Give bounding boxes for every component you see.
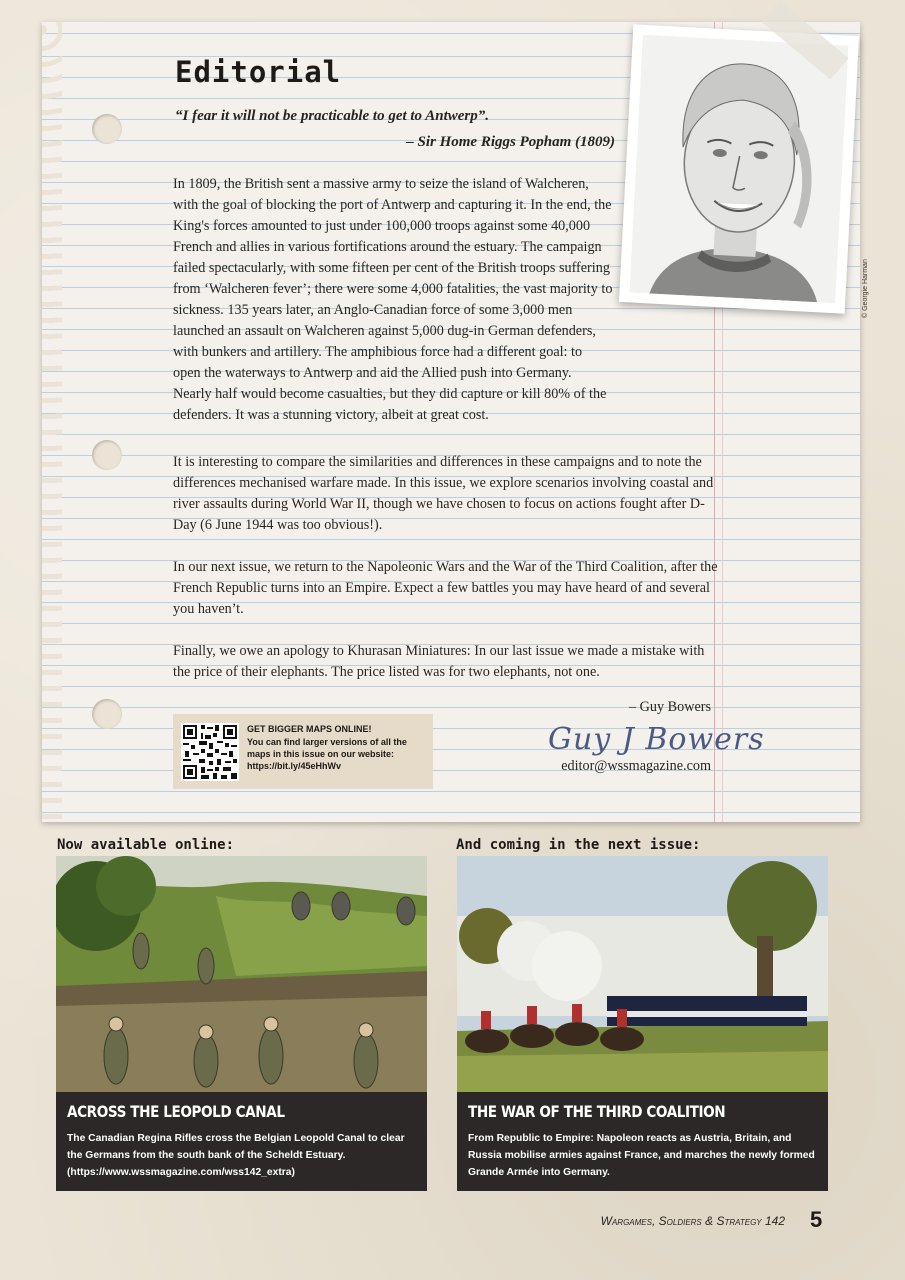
photo-credit: © Georgie Harman [862, 259, 869, 318]
leopold-canal-photo[interactable] [56, 856, 427, 1092]
punch-hole [92, 114, 122, 144]
next-issue-section-label: And coming in the next issue: [456, 837, 701, 853]
quote-attribution: – Sir Home Riggs Popham (1809) [406, 134, 615, 150]
editorial-title: Editorial [175, 55, 342, 89]
paragraph-3: In our next issue, we return to the Napoleonic Wars and the War of the Third Coalition, after the French Republic turns into an Empire. Expect a few battles you may have heard of and several you haven’t. [173, 559, 718, 617]
maps-online-box [173, 714, 433, 789]
maps-box-body: You can find larger versions of all the maps in this issue on our website: https://bit.ly/45eHhWv [247, 737, 407, 771]
paragraph-2: It is interesting to compare the similarities and differences in these campaigns and to note the differences mechanised warfare made. In this issue, we explore scenarios involving coastal and river assaults during World War II, though we have chosen to focus on actions fought after D-Day (6 June 1944 was too obvious!). [173, 454, 714, 533]
online-caption [56, 1092, 427, 1191]
online-article-summary: The Canadian Regina Rifles cross the Belgian Leopold Canal to clear the Germans from the south bank of the Scheldt Estuary. (https://www.wssmagazine.com/wss142_extra) [67, 1133, 405, 1178]
page-number: 5 [810, 1207, 823, 1232]
sign-off: – Guy Bowers [629, 699, 711, 715]
editor-email-link[interactable]: editor@wssmagazine.com [561, 758, 711, 774]
next-issue-title: THE WAR OF THE THIRD COALITION [468, 1102, 726, 1121]
editorial-quote: “I fear it will not be practicable to get to Antwerp”. [175, 108, 490, 124]
next-issue-summary: From Republic to Empire: Napoleon reacts as Austria, Britain, and Russia mobilise armies against France, and marches the newly formed Grande Armée into Germany. [468, 1133, 815, 1178]
maps-box-title: GET BIGGER MAPS ONLINE! [247, 724, 372, 734]
publication-name: Wargames, Soldiers & Strategy 142 [600, 1214, 785, 1228]
torn-edge [42, 22, 62, 822]
third-coalition-photo[interactable] [457, 856, 828, 1092]
qr-code-icon[interactable] [181, 723, 239, 781]
online-article-title[interactable]: ACROSS THE LEOPOLD CANAL [67, 1102, 285, 1121]
online-section-label: Now available online: [57, 837, 235, 853]
punch-hole [92, 699, 122, 729]
paragraph-4: Finally, we owe an apology to Khurasan Miniatures: In our last issue we made a mistake with the price of their elephants. The price listed was for two elephants, not one. [173, 643, 705, 680]
punch-hole [92, 440, 122, 470]
editor-signature: Guy J Bowers [548, 722, 765, 757]
paragraph-1: In 1809, the British sent a massive army to seize the island of Walcheren, with the goal of blocking the port of Antwerp and capturing it. In the end, the King's forces amounted to just under 100,000 troops against some 40,000 French and allies in various fortifications around the estuary. The campaign failed spectacularly, with some fifteen per cent of the British troops suffering from ‘Walcheren fever’; there were some 4,000 fatalities, the vast majority to sickness. 135 years later, an Anglo-Canadian force of some 3,000 men launched an assault on Walcheren against 5,000 dug-in German defenders, with bunkers and artillery. The amphibious force had a different goal: to open the waterways to Antwerp and aid the Allied push into Germany. Nearly half would become casualties, but they did capture or kill 80% of the defenders. It was a stunning victory, albeit at great cost. [173, 176, 613, 423]
portrait-sketch [629, 35, 848, 303]
next-issue-caption [457, 1092, 828, 1191]
